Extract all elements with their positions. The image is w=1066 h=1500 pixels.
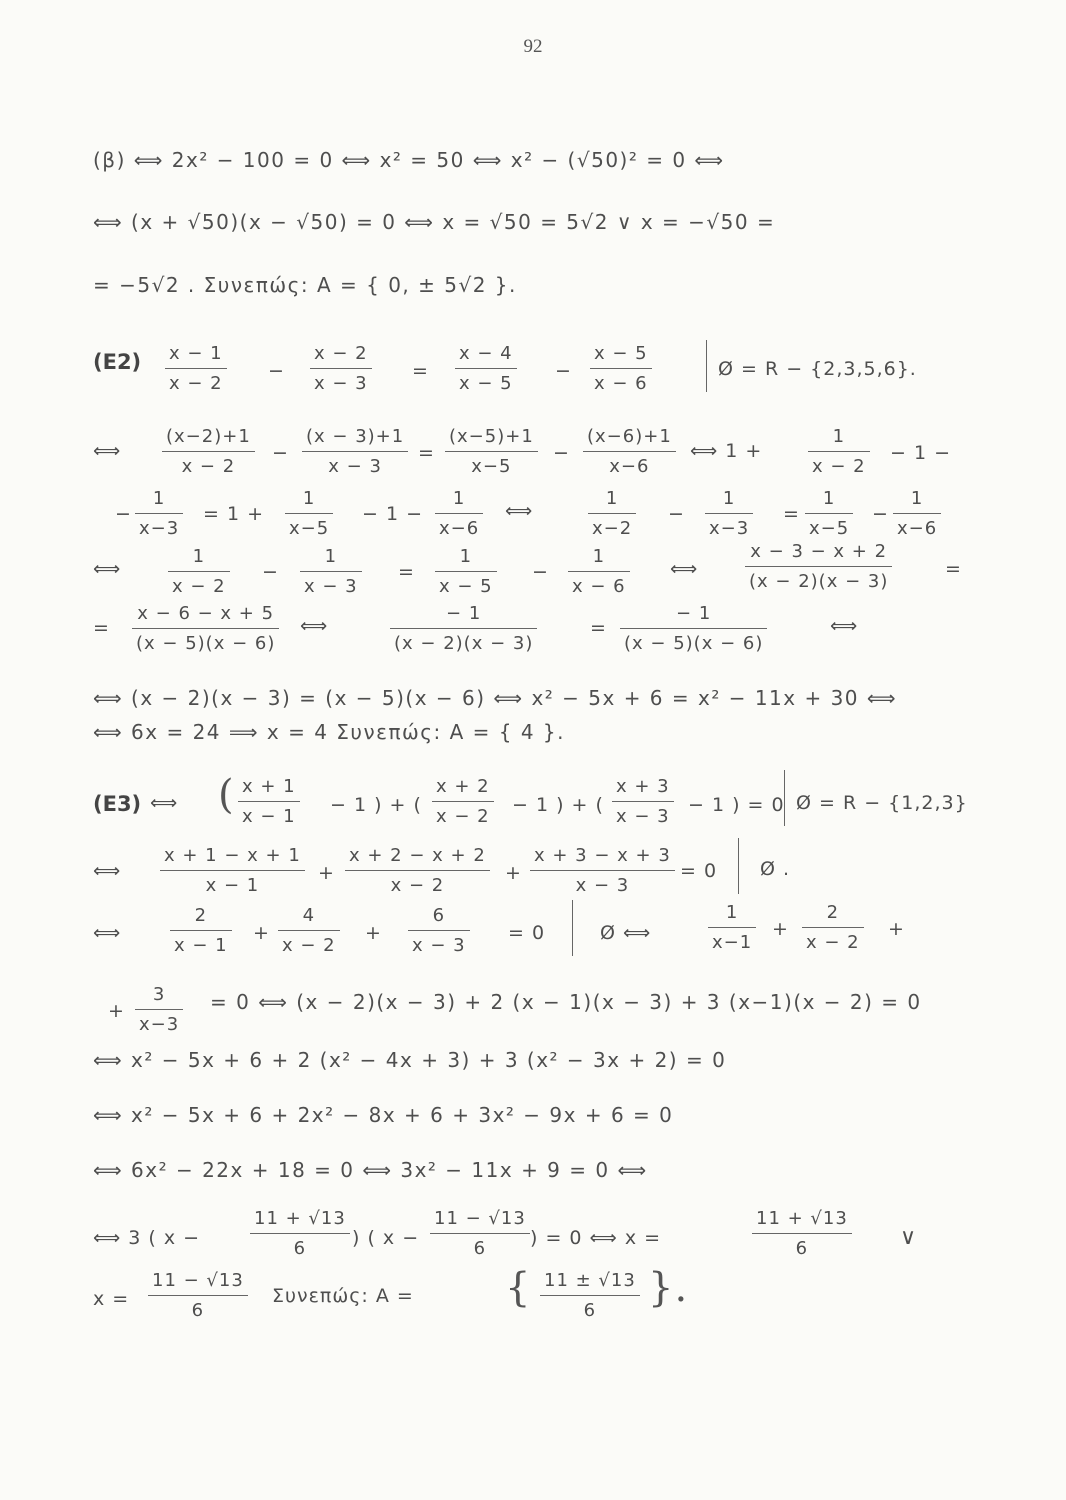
e2-domain: Ø = R − {2,3,5,6}.: [718, 358, 917, 380]
e2-step1-tail: ⟺ 1 +: [690, 440, 763, 462]
e3-step2-fraction-3: $\frac{6}{x - 3}$: [408, 905, 470, 956]
e3-step2-fraction-4: $\frac{1}{x-1}$: [708, 902, 756, 953]
part-b-line-2: ⟺ (x + √50)(x − √50) = 0 ⟺ x = √50 = 5√2 ∨ x = −√50 =: [93, 210, 776, 234]
e3-step2-plus-1: +: [253, 922, 270, 944]
e3-step7-lead: ⟺ 3 ( x −: [93, 1227, 201, 1249]
e3-fraction-2: $\frac{x + 2}{x - 2}$: [432, 776, 494, 827]
e2-step3-arrow: ⟺: [93, 558, 122, 580]
e2-equals: =: [412, 360, 429, 382]
e2-step3-equals-2: =: [945, 558, 962, 580]
e3-step2-arrow: ⟺: [93, 922, 122, 944]
e3-step1-equals: = 0: [680, 860, 718, 882]
e3-step7-fraction-1: $\frac{11 + √13}{6}$: [250, 1208, 350, 1259]
e2-minus-1: −: [268, 360, 285, 382]
e2-step2-minus-1: −: [668, 503, 685, 525]
e3-step8-open-brace: {: [505, 1265, 532, 1311]
e2-step4-arrow-2: ⟺: [830, 615, 859, 637]
e2-fraction-4: $\frac{x - 5}{x - 6}$: [590, 343, 652, 394]
e3-step3-rest: = 0 ⟺ (x − 2)(x − 3) + 2 (x − 1)(x − 3) + 3 (x−1)(x − 2) = 0: [210, 990, 922, 1014]
e2-fraction-2: $\frac{x - 2}{x - 3}$: [310, 343, 372, 394]
e2-step3-equals: =: [398, 561, 415, 583]
e3-domain-separator: [784, 770, 785, 826]
e2-step1-minus-1: −: [272, 442, 289, 464]
e2-step6: ⟺ 6x = 24 ⟹ x = 4 Συνεπώς: A = { 4 }.: [93, 720, 566, 744]
e2-minus-2: −: [555, 360, 572, 382]
e3-step1-fraction-3: $\frac{x + 3 - x + 3}{x - 3}$: [530, 845, 675, 896]
e2-step1-equals: =: [418, 442, 435, 464]
e2-step2-fraction-3: $\frac{1}{x-6}$: [435, 488, 483, 539]
e2-step2-mid: = 1 +: [203, 503, 265, 525]
e2-step4-fraction-2: $\frac{- 1}{(x - 2)(x - 3)}$: [390, 603, 537, 654]
e2-step4-arrow: ⟺: [300, 615, 329, 637]
e3-step7-mid2: ) = 0 ⟺ x =: [530, 1227, 662, 1249]
e3-step7-fraction-3: $\frac{11 + √13}{6}$: [752, 1208, 852, 1259]
e2-step2-fraction-7: $\frac{1}{x-6}$: [893, 488, 941, 539]
e2-step4-fraction-3: $\frac{- 1}{(x - 5)(x - 6)}$: [620, 603, 767, 654]
e3-step2-domain: Ø ⟺: [600, 922, 652, 944]
e3-fraction-3: $\frac{x + 3}{x - 3}$: [612, 776, 674, 827]
e3-step2-fraction-1: $\frac{2}{x - 1}$: [170, 905, 232, 956]
e2-domain-separator: [706, 340, 707, 392]
e3-part-2: − 1 ) + (: [512, 794, 604, 816]
e3-step1-plus-2: +: [505, 862, 522, 884]
e2-step4-lead: =: [93, 617, 110, 639]
e3-step7-or: ∨: [900, 1225, 918, 1250]
e3-step6: ⟺ 6x² − 22x + 18 = 0 ⟺ 3x² − 11x + 9 = 0 ⟺: [93, 1158, 648, 1182]
e2-step2-fraction-4: $\frac{1}{x-2}$: [588, 488, 636, 539]
e2-step2-equals: =: [783, 503, 800, 525]
e2-step3-fraction-1: $\frac{1}{x - 2}$: [168, 546, 230, 597]
e3-step1-domain: Ø .: [760, 858, 791, 880]
e2-step1-minus-2: −: [553, 442, 570, 464]
e2-step3-minus-2: −: [532, 561, 549, 583]
e2-step1-fraction-5: $\frac{1}{x - 2}$: [808, 426, 870, 477]
e2-step3-fraction-2: $\frac{1}{x - 3}$: [300, 546, 362, 597]
e3-step2-plus-3: +: [772, 918, 789, 940]
e2-step3-fraction-5: $\frac{x - 3 - x + 2}{(x - 2)(x - 3)}$: [745, 541, 892, 592]
e3-step2-equals: = 0: [508, 922, 546, 944]
e3-step2-separator: [572, 900, 573, 956]
e2-fraction-3: $\frac{x - 4}{x - 5}$: [455, 343, 517, 394]
e2-step1-fraction-1: $\frac{(x-2)+1}{x - 2}$: [162, 426, 255, 477]
e3-step3-fraction-1: $\frac{3}{x-3}$: [135, 984, 183, 1035]
e3-step8-fraction-2: $\frac{11 \pm √13}{6}$: [540, 1270, 640, 1321]
e2-label: (E2): [93, 350, 142, 374]
e3-step5: ⟺ x² − 5x + 6 + 2x² − 8x + 6 + 3x² − 9x + 6 = 0: [93, 1103, 674, 1127]
e2-step3-arrow-2: ⟺: [670, 558, 699, 580]
e3-arrow: ⟺: [150, 792, 179, 814]
e3-part-3: − 1 ) = 0: [688, 794, 785, 816]
e3-step7-mid: ) ( x −: [352, 1227, 420, 1249]
e3-fraction-1: $\frac{x + 1}{x - 1}$: [238, 776, 300, 827]
e3-domain: Ø = R − {1,2,3}: [796, 792, 968, 814]
e3-step7-fraction-2: $\frac{11 - √13}{6}$: [430, 1208, 530, 1259]
e2-fraction-1: $\frac{x - 1}{x - 2}$: [165, 343, 227, 394]
page-number: 92: [523, 36, 543, 57]
e3-step4: ⟺ x² − 5x + 6 + 2 (x² − 4x + 3) + 3 (x² − 3x + 2) = 0: [93, 1048, 727, 1072]
e3-label: (E3): [93, 792, 142, 816]
e2-step3-fraction-4: $\frac{1}{x - 6}$: [568, 546, 630, 597]
e2-step1-tail2: − 1 −: [890, 442, 952, 464]
e2-step2-fraction-2: $\frac{1}{x-5}$: [285, 488, 333, 539]
e2-step2-lead: −: [115, 503, 132, 525]
e2-step2-fraction-6: $\frac{1}{x-5}$: [805, 488, 853, 539]
e2-step2-fraction-1: $\frac{1}{x-3}$: [135, 488, 183, 539]
e2-step4-equals: =: [590, 617, 607, 639]
e3-step1-plus-1: +: [318, 862, 335, 884]
e3-step3-lead: +: [108, 1000, 125, 1022]
e2-step2-arrow: ⟺: [505, 500, 534, 522]
e3-step8-close-brace: }.: [648, 1265, 689, 1311]
e2-step4-fraction-1: $\frac{x - 6 - x + 5}{(x - 5)(x - 6)}$: [132, 603, 279, 654]
e3-step2-plus-2: +: [365, 922, 382, 944]
e3-step2-plus-4: +: [888, 918, 905, 940]
e3-step8-fraction-1: $\frac{11 - √13}{6}$: [148, 1270, 248, 1321]
e3-step1-fraction-2: $\frac{x + 2 - x + 2}{x - 2}$: [345, 845, 490, 896]
e3-step1-separator: [738, 838, 739, 894]
e3-step8-conclusion: Συνεπώς: A =: [272, 1285, 414, 1307]
e2-step2-fraction-5: $\frac{1}{x-3}$: [705, 488, 753, 539]
e3-step1-fraction-1: $\frac{x + 1 - x + 1}{x - 1}$: [160, 845, 305, 896]
e2-step2-minus-2: −: [872, 503, 889, 525]
e2-step2-mid2: − 1 −: [362, 503, 424, 525]
part-b-line-3: = −5√2 . Συνεπώς: A = { 0, ± 5√2 }.: [93, 273, 517, 297]
part-b-line-1: (β) ⟺ 2x² − 100 = 0 ⟺ x² = 50 ⟺ x² − (√50)² = 0 ⟺: [93, 148, 725, 172]
e3-step2-fraction-2: $\frac{4}{x - 2}$: [278, 905, 340, 956]
e3-part-1: − 1 ) + (: [330, 794, 422, 816]
e2-step1-fraction-4: $\frac{(x-6)+1}{x-6}$: [583, 426, 676, 477]
e2-step1-fraction-2: $\frac{(x - 3)+1}{x - 3}$: [302, 426, 408, 477]
e3-step1-arrow: ⟺: [93, 860, 122, 882]
e3-open-paren-1: (: [218, 772, 235, 818]
e2-step1-fraction-3: $\frac{(x-5)+1}{x-5}$: [445, 426, 538, 477]
e2-step5: ⟺ (x − 2)(x − 3) = (x − 5)(x − 6) ⟺ x² − 5x + 6 = x² − 11x + 30 ⟺: [93, 686, 898, 710]
e2-step3-minus-1: −: [262, 561, 279, 583]
e2-step3-fraction-3: $\frac{1}{x - 5}$: [435, 546, 497, 597]
e3-step8-lead: x =: [93, 1288, 130, 1310]
e2-step1-arrow: ⟺: [93, 440, 122, 462]
e3-step2-fraction-5: $\frac{2}{x - 2}$: [802, 902, 864, 953]
